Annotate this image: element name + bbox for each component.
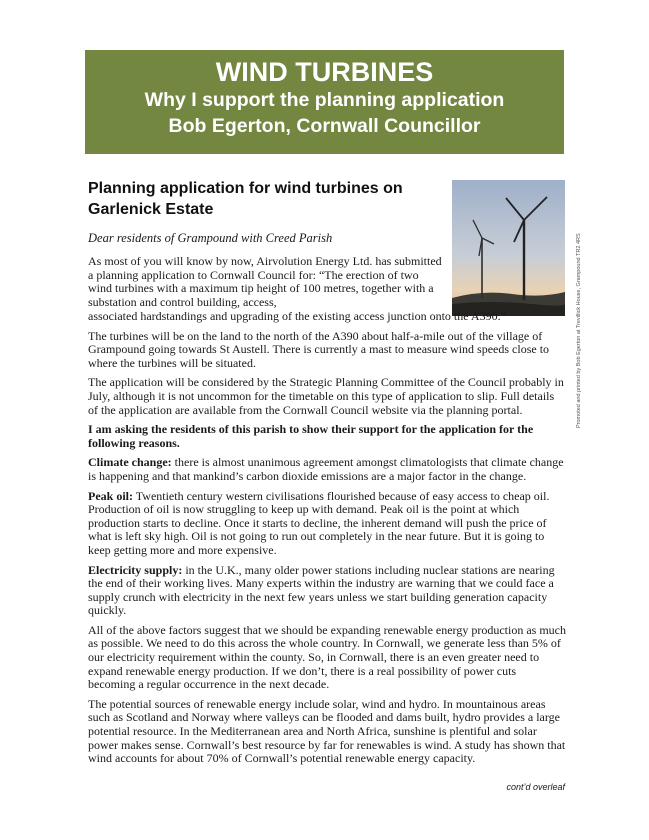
- intro-text: As most of you will know by now, Airvolution Energy Ltd. has submitted a planning application to Cornwall Council for: “The erection of two wind turbines with a maximum tip height of 100 metres, together with a substation and control building, access,: [88, 254, 442, 309]
- banner-subtitle: Why I support the planning application: [144, 89, 505, 111]
- climate-term: Climate change:: [88, 455, 172, 470]
- title-banner: [85, 50, 564, 154]
- salutation: Dear residents of Grampound with Creed Parish: [88, 231, 333, 245]
- wind-turbines-image: [452, 180, 565, 316]
- intro-continuation: associated hardstandings and upgrading of the existing access junction onto the A390.”: [88, 309, 506, 323]
- banner-title: WIND TURBINES: [215, 57, 434, 87]
- location-paragraph: The turbines will be on the land to the north of the A390 about half-a-mile out of the village of Grampound going towards St Austell. There is currently a mast to measure wind speeds close to where the turbines will be situated.: [88, 328, 550, 370]
- committee-paragraph: The application will be considered by the Strategic Planning Committee of the Council probably in July, although it is not uncommon for the timetable on this type of application to slip. Full details of the application are available from the Cornwall Council website via the planning portal.: [88, 375, 564, 417]
- banner-author: Bob Egerton, Cornwall Councillor: [168, 115, 481, 137]
- imprint-note: Promoted and printed by Bob Egerton at Trevillick House, Grampound TR2 4RS: [576, 233, 582, 428]
- climate-paragraph: [88, 456, 566, 483]
- oil-paragraph: [88, 490, 566, 558]
- supply-text: in the U.K., many older power stations including nuclear stations are nearing the end of their working lives. Many experts within the industry are warning that we could face a supply crunch with electricity in the next few years unless we start building generation capacity quickly.: [88, 562, 555, 618]
- oil-term: Peak oil:: [88, 488, 133, 503]
- intro-paragraph: [88, 255, 444, 309]
- supply-term: Electricity supply:: [88, 562, 183, 577]
- continued-note: cont’d overleaf: [506, 782, 565, 792]
- article-heading: Planning application for wind turbines on Garlenick Estate: [88, 180, 403, 218]
- article-body: [88, 309, 566, 772]
- supply-paragraph: [88, 564, 566, 618]
- support-request: I am asking the residents of this parish to show their support for the application for the following reasons.: [88, 422, 534, 450]
- climate-text: there is almost unanimous agreement amongst climatologists that climate change is happening and that mankind’s carbon dioxide emissions are a major factor in the change.: [88, 455, 564, 483]
- oil-text: Twentieth century western civilisations flourished because of easy access to cheap oil. Production of oil is now struggling to keep up with demand. Peak oil is the point at which production starts to decline. Once it starts to decline, the inherent demand will push the price of what is left sky high. Oil is not going to run out completely in the near future. But it is going to keep getting more and more expensive.: [88, 488, 550, 557]
- wind-turbines-photo: [452, 180, 565, 316]
- renewables-paragraph: All of the above factors suggest that we should be expanding renewable energy production as much as possible. We need to do this across the whole country. In Cornwall, we generate less than 5% of our electricity requirement within the county. So, in Cornwall, there is an even greater need to expand renewable energy production. If we don’t, there is a real possibility of power cuts becoming a regular occurrence in the next decade.: [88, 622, 566, 692]
- resources-paragraph: The potential sources of renewable energy include solar, wind and hydro. In mountainous areas such as Scotland and Norway where valleys can be flooded and dams built, hydro provides a large potential resource. In the Mediterranean area and North Africa, sunshine is plentiful and solar power makes sense. Cornwall’s best resource by far for renewables is wind. A study has shown that wind accounts for about 70% of Cornwall’s potential renewable energy capacity.: [88, 696, 566, 766]
